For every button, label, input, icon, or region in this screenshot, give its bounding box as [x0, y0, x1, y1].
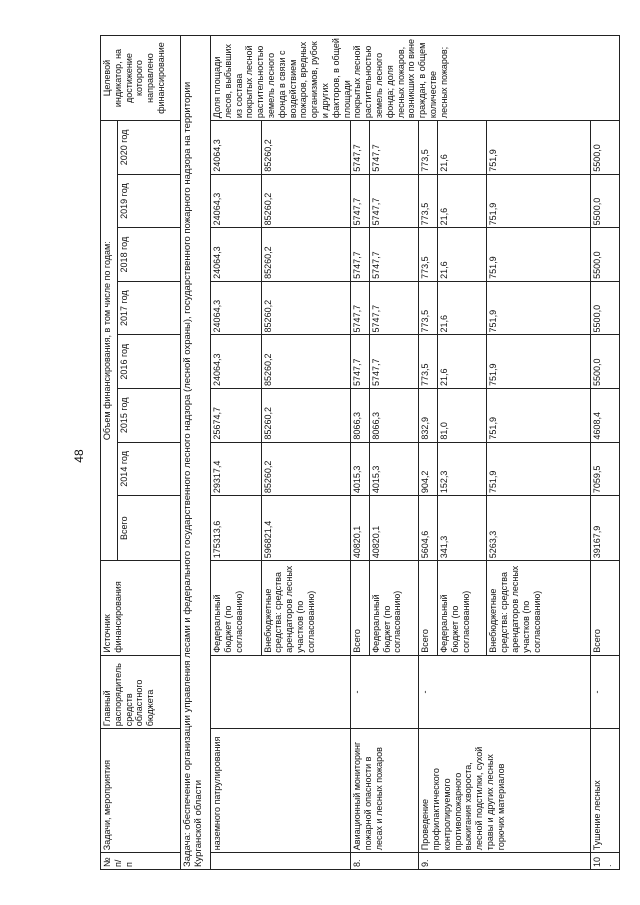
row-year-value: 773,5: [419, 121, 438, 175]
row-year-value: 5500,0: [591, 174, 620, 228]
row-admin: -: [591, 655, 620, 729]
header-year: 2019 год: [117, 174, 180, 228]
row-year-value: 24064,3: [211, 335, 262, 389]
row-year-value: 8066,3: [369, 389, 418, 443]
header-year: 2015 год: [117, 389, 180, 443]
row-year-value: 751,9: [487, 389, 591, 443]
row-year-value: 7059,5: [591, 442, 620, 496]
row-year-value: 5500,0: [591, 121, 620, 175]
row-year-value: 85260,2: [261, 281, 350, 335]
row-year-value: 832,9: [419, 389, 438, 443]
row-source: Внебюджетные средства: средства арендаторов лесных участков (по согласованию): [261, 561, 350, 656]
row-year-value: 5747,7: [351, 228, 370, 282]
row-year-value: 5747,7: [369, 174, 418, 228]
row-year-value: 21,6: [438, 174, 487, 228]
row-source: Всего: [419, 561, 438, 656]
row-year-value: 5747,7: [351, 121, 370, 175]
header-num: № п/п: [101, 853, 181, 870]
row-year-value: 24064,3: [211, 281, 262, 335]
row-num: 10.: [591, 853, 620, 870]
row-year-value: 773,5: [419, 335, 438, 389]
row-num: 8.: [351, 853, 419, 870]
row-year-value: 751,9: [487, 335, 591, 389]
row-total: 39167,9: [591, 496, 620, 561]
row-year-value: 21,6: [438, 121, 487, 175]
row-admin: -: [351, 655, 419, 729]
row-total: 5263,3: [487, 496, 591, 561]
header-total: Всего: [117, 496, 180, 561]
row-total: 5604,6: [419, 496, 438, 561]
row-year-value: 5747,7: [369, 121, 418, 175]
row-year-value: 24064,3: [211, 228, 262, 282]
header-source: Источник финансирования: [101, 561, 181, 656]
row-year-value: 5747,7: [351, 174, 370, 228]
row-source: Внебюджетные средства: средства арендаторов лесных участков (по согласованию): [487, 561, 591, 656]
row-total: 596821,4: [261, 496, 350, 561]
row-year-value: 85260,2: [261, 442, 350, 496]
row-year-value: 25674,7: [211, 389, 262, 443]
row-year-value: 5747,7: [369, 228, 418, 282]
header-task: Задачи, мероприятия: [101, 729, 181, 853]
row-year-value: 5747,7: [369, 335, 418, 389]
row-year-value: 81,0: [438, 389, 487, 443]
row-year-value: 85260,2: [261, 121, 350, 175]
row-total: 175313,6: [211, 496, 262, 561]
row-source: Федеральный бюджет (по согласованию): [369, 561, 418, 656]
task-row: Задача: обеспечение организации управления лесами и федерального государственного лесного надзора (лесной охраны), государственного пожарного надзора на территории Курганской области: [180, 36, 210, 870]
row-name: Тушение лесных: [591, 729, 620, 853]
row-source: Федеральный бюджет (по согласованию): [438, 561, 487, 656]
row-source: Всего: [351, 561, 370, 656]
row-year-value: 5747,7: [351, 281, 370, 335]
financing-table: [100, 35, 620, 870]
row-year-value: 21,6: [438, 228, 487, 282]
row-year-value: 5747,7: [351, 335, 370, 389]
row-total: 40820,1: [369, 496, 418, 561]
row-year-value: 29317,4: [211, 442, 262, 496]
header-year: 2016 год: [117, 335, 180, 389]
row-year-value: 751,9: [487, 281, 591, 335]
row-year-value: 4608,4: [591, 389, 620, 443]
rotated-table-page: [100, 35, 620, 870]
header-year: 2014 год: [117, 442, 180, 496]
row-year-value: 5500,0: [591, 335, 620, 389]
row-year-value: 773,5: [419, 174, 438, 228]
row-year-value: 24064,3: [211, 121, 262, 175]
row-year-value: 904,2: [419, 442, 438, 496]
row-year-value: 5500,0: [591, 281, 620, 335]
header-admin: Главный распорядитель средств областного бюджета: [101, 655, 181, 729]
row-source: Федеральный бюджет (по согласованию): [211, 561, 262, 656]
row-year-value: 751,9: [487, 121, 591, 175]
header-volume: Объем финансирования, в том числе по годам:: [101, 121, 118, 561]
row-total: 341,3: [438, 496, 487, 561]
row-year-value: 85260,2: [261, 228, 350, 282]
row-name: Авиационный мониторинг пожарной опасности в лесах и лесных пожаров: [351, 729, 419, 853]
row-year-value: 773,5: [419, 281, 438, 335]
row-year-value: 152,3: [438, 442, 487, 496]
row-admin: -: [419, 655, 591, 729]
row-num: 9.: [419, 853, 591, 870]
row-year-value: 751,9: [487, 228, 591, 282]
row-year-value: 4015,3: [369, 442, 418, 496]
row-total: 40820,1: [351, 496, 370, 561]
row-name: наземного патрулирования: [211, 729, 351, 853]
row-year-value: 85260,2: [261, 174, 350, 228]
row-year-value: 751,9: [487, 174, 591, 228]
row-year-value: 24064,3: [211, 174, 262, 228]
row-year-value: 751,9: [487, 442, 591, 496]
row-indicator: Доля площади лесов, выбывших из состава покрытых лесной растительностью земель лесного фонда в связи с воздействием пожаров, вредных организмов, рубок и других факторов, в общей площади покрытых лесной растительностью земель лесного фонда; доля лесных пожаров, возникших по вине граждан, в общем количестве лесных пожаров;: [211, 36, 620, 121]
row-year-value: 21,6: [438, 281, 487, 335]
row-year-value: 21,6: [438, 335, 487, 389]
row-year-value: 85260,2: [261, 335, 350, 389]
header-year: 2018 год: [117, 228, 180, 282]
header-indicator: Целевой индикатор, на достижение которого направлено финансирование: [101, 36, 181, 121]
page-number: 48: [72, 449, 86, 463]
row-admin: [211, 655, 351, 729]
row-year-value: 773,5: [419, 228, 438, 282]
row-year-value: 4015,3: [351, 442, 370, 496]
row-name: Проведение профилактического контролируемого противопожарного выжигания хвороста, лесной подстилки, сухой травы и других лесных горючих материалов: [419, 729, 591, 853]
row-num: [211, 853, 351, 870]
header-year: 2017 год: [117, 281, 180, 335]
header-year: 2020 год: [117, 121, 180, 175]
row-source: Всего: [591, 561, 620, 656]
row-year-value: 85260,2: [261, 389, 350, 443]
row-year-value: 5747,7: [369, 281, 418, 335]
row-year-value: 5500,0: [591, 228, 620, 282]
row-year-value: 8066,3: [351, 389, 370, 443]
